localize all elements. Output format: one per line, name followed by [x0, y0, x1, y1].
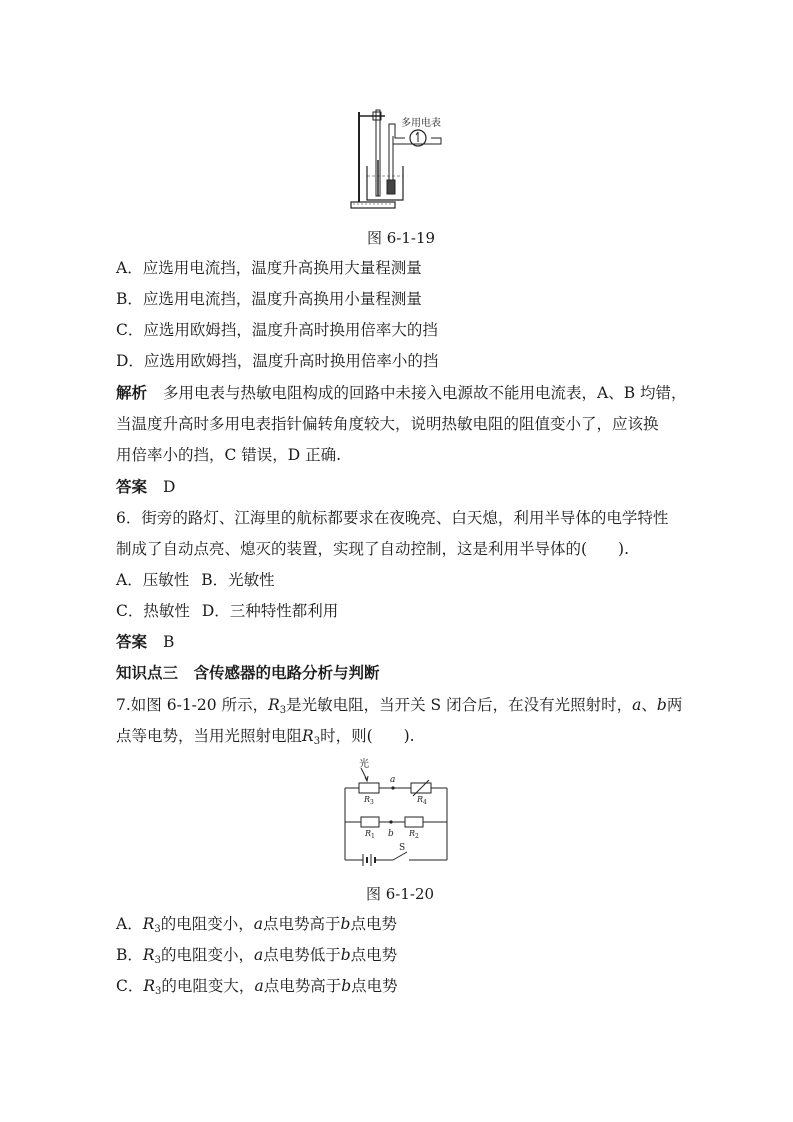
option-sub: 3: [155, 986, 162, 997]
light-label: 光: [359, 759, 369, 770]
q7-text: 、: [641, 696, 657, 714]
label-r1: [364, 829, 375, 840]
q6-options-row-2: [116, 601, 338, 621]
q7-stem-line-2: [116, 726, 415, 746]
figure-6-1-20-circuit: [335, 756, 460, 868]
option-text: 点电势低于: [263, 946, 341, 964]
answer-value: B: [163, 633, 175, 651]
q5-analysis-line-3: 用倍率小的挡，C 错误，D 正确.: [116, 446, 342, 464]
resistor-r1: [361, 817, 379, 827]
option-var-b: b: [340, 946, 351, 964]
label-a: a: [390, 775, 396, 785]
q7-stem-line-1: [116, 695, 682, 715]
node-a: [391, 786, 394, 789]
q7-option-c: [116, 976, 398, 996]
answer-label: 答案: [116, 632, 148, 651]
label-r2-letter: R: [409, 829, 416, 838]
q5-option-b: B．应选用电流挡，温度升高换用小量程测量: [116, 290, 422, 308]
label-b: b: [388, 829, 394, 839]
multimeter-label: 多用电表: [401, 118, 441, 129]
q6-stem-line-2: 制成了自动点亮、熄灭的装置，实现了自动控制，这是利用半导体的( ).: [116, 540, 630, 558]
answer-label: 答案: [116, 477, 148, 496]
node-b: [389, 820, 392, 823]
q7-text: 点等电势，当用光照射电阻: [116, 727, 303, 745]
switch-icon: [393, 852, 407, 860]
option-var-r: R: [142, 946, 155, 964]
option-prefix: C．: [116, 977, 144, 995]
q7-var-b: b: [656, 696, 667, 714]
q6-answer: [116, 632, 174, 652]
q7-var-a: a: [632, 696, 642, 714]
q7-text: 是光敏电阻，当开关 S 闭合后，在没有光照射时，: [286, 696, 633, 714]
q6-option-c: C．热敏性: [116, 602, 190, 620]
q6-option-b: B．光敏性: [201, 571, 275, 589]
q6-stem-line-1: 6．街旁的路灯、江海里的航标都要求在夜晚亮、白天熄，利用半导体的电学特性: [116, 509, 669, 527]
beaker: [367, 166, 403, 200]
section-heading: 知识点三 含传感器的电路分析与判断: [116, 663, 380, 682]
q7-text: 7.如图 6-1-20 所示，: [116, 696, 269, 714]
q7-text: 时，则( ).: [320, 727, 415, 745]
figure-6-1-19-caption: 图 6-1-19: [367, 229, 436, 247]
q7-sub: 3: [279, 705, 287, 716]
label-r3: [363, 795, 374, 806]
q6-options-row-1: [116, 570, 275, 590]
option-var-r: R: [143, 977, 156, 995]
q5-analysis-line-1: [116, 383, 687, 403]
option-text: 的电阻变小，: [160, 946, 254, 964]
label-r4-sub: 4: [423, 799, 427, 806]
stand-base: [351, 202, 395, 208]
q7-option-b: [116, 945, 397, 965]
option-sub: 3: [154, 924, 161, 935]
label-r3-letter: R: [364, 795, 371, 804]
resistor-r3: [359, 783, 379, 793]
label-r4: [416, 795, 427, 806]
q7-option-a: [116, 914, 397, 934]
q6-option-d: D．三种特性都利用: [201, 602, 339, 620]
option-sub: 3: [154, 955, 161, 966]
label-s: S: [399, 843, 406, 853]
option-text: 点电势高于: [263, 977, 342, 995]
option-text: 点电势高于: [263, 915, 341, 933]
option-prefix: B．: [116, 946, 143, 964]
figure-6-1-20-caption: 图 6-1-20: [366, 885, 435, 903]
q7-text: 两: [666, 696, 683, 714]
q5-analysis-line-2: 当温度升高时多用电表指针偏转角度较大，说明热敏电阻的阻值变小了，应该换: [116, 415, 659, 433]
label-r2-sub: 2: [415, 833, 419, 840]
q5-answer: [116, 477, 175, 497]
option-var-a: a: [254, 977, 264, 995]
thermistor: [387, 180, 395, 194]
label-r1-sub: 1: [371, 833, 375, 840]
option-var-b: b: [341, 977, 352, 995]
q7-var-r: R: [268, 696, 280, 714]
option-text: 点电势: [351, 977, 398, 995]
option-text: 的电阻变大，: [161, 977, 255, 995]
q5-option-c: C．应选用欧姆挡，温度升高时换用倍率大的挡: [116, 321, 438, 339]
option-var-a: a: [253, 946, 264, 964]
analysis-label: 解析: [116, 383, 148, 402]
option-var-b: b: [340, 915, 351, 933]
q7-var-r: R: [302, 727, 314, 745]
answer-value: D: [163, 478, 176, 496]
option-text: 点电势: [350, 915, 397, 933]
label-r1-letter: R: [365, 829, 372, 838]
q5-option-d: D．应选用欧姆挡，温度升高时换用倍率小的挡: [116, 352, 439, 370]
option-text: 的电阻变小，: [160, 915, 254, 933]
q5-option-a: A．应选用电流挡，温度升高换用大量程测量: [116, 259, 422, 277]
option-var-r: R: [142, 915, 155, 933]
label-r4-letter: R: [417, 795, 424, 804]
label-r2: [408, 829, 419, 840]
option-text: 点电势: [350, 946, 398, 964]
analysis-text-1: 多用电表与热敏电阻构成的回路中未接入电源故不能用电流表，A、B 均错，: [163, 384, 687, 402]
resistor-r2: [405, 817, 423, 827]
label-r3-sub: 3: [370, 799, 374, 806]
option-var-a: a: [253, 915, 264, 933]
figure-6-1-19: [345, 100, 455, 215]
option-prefix: A．: [116, 915, 143, 933]
q7-sub: 3: [313, 736, 321, 747]
q6-option-a: A．压敏性: [116, 571, 190, 589]
